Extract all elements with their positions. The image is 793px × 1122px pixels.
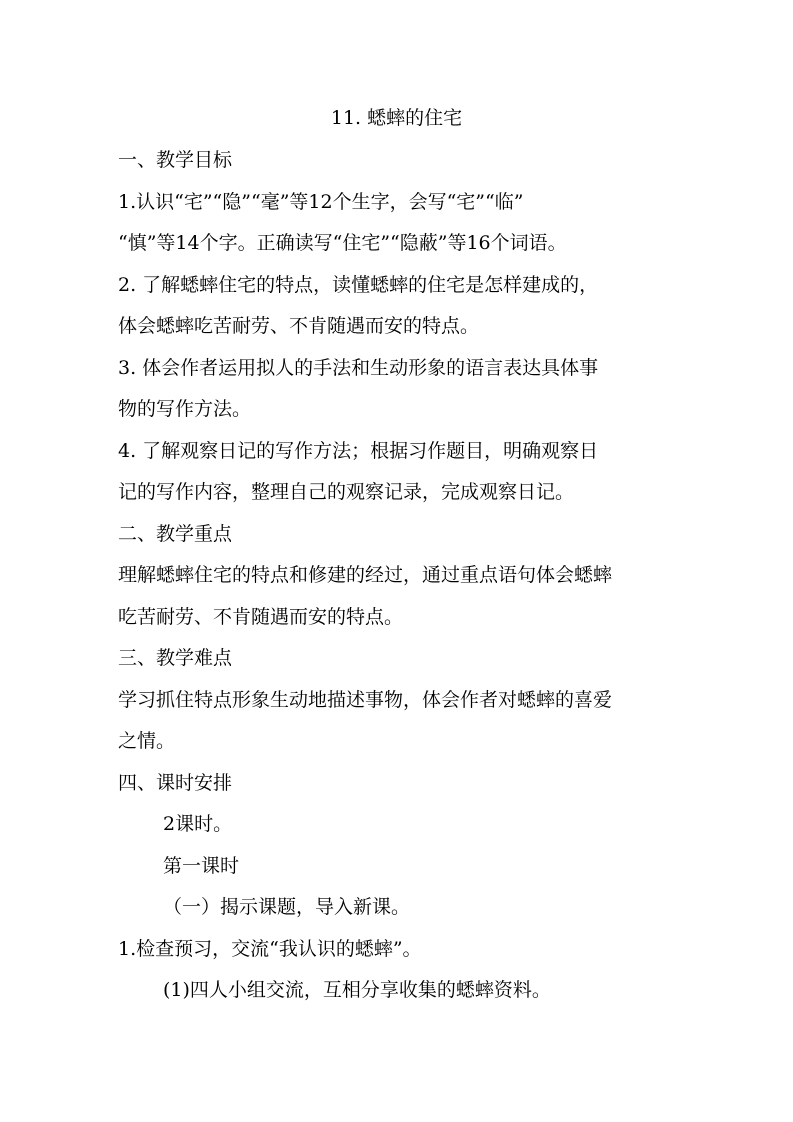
section-heading-objectives: 一、教学目标 — [118, 149, 233, 171]
key-points-line-1: 理解蟋蟀住宅的特点和修建的经过，通过重点语句体会蟋蟀 — [118, 564, 613, 586]
key-points-line-2: 吃苦耐劳、不肯随遇而安的特点。 — [118, 606, 404, 628]
section-heading-schedule: 四、课时安排 — [118, 772, 233, 794]
difficulties-line-2: 之情。 — [118, 730, 176, 752]
difficulties-line-1: 学习抓住特点形象生动地描述事物，体会作者对蟋蟀的喜爱 — [118, 689, 613, 711]
objective-1-line-2: “慎”等14个字。正确读写“住宅”“隐蔽”等16个词语。 — [118, 232, 567, 254]
section-heading-key-points: 二、教学重点 — [118, 523, 233, 545]
step-1-item-1: 1.检查预习，交流“我认识的蟋蟀”。 — [118, 938, 422, 960]
step-1-heading: （一）揭示课题，导入新课。 — [163, 896, 411, 918]
step-1-item-1-sub-1: (1)四人小组交流，互相分享收集的蟋蟀资料。 — [163, 979, 551, 1001]
objective-4-line-2: 记的写作内容，整理自己的观察记录，完成观察日记。 — [118, 481, 575, 503]
objective-2-line-1: 2. 了解蟋蟀住宅的特点，读懂蟋蟀的住宅是怎样建成的， — [118, 274, 599, 296]
objective-3-line-2: 物的写作方法。 — [118, 398, 252, 420]
objective-2-line-2: 体会蟋蟀吃苦耐劳、不肯随遇而安的特点。 — [118, 315, 480, 337]
first-period-heading: 第一课时 — [163, 855, 240, 877]
schedule-periods: 2课时。 — [163, 813, 233, 835]
objective-4-line-1: 4. 了解观察日记的写作方法；根据习作题目，明确观察日 — [118, 440, 599, 462]
objective-1-line-1: 1.认识“宅”“隐”“毫”等12个生字，会写“宅”“临” — [118, 191, 524, 213]
objective-3-line-1: 3. 体会作者运用拟人的手法和生动形象的语言表达具体事 — [118, 357, 599, 379]
document-title: 11. 蟋蟀的住宅 — [330, 107, 463, 129]
section-heading-difficulties: 三、教学难点 — [118, 647, 233, 669]
